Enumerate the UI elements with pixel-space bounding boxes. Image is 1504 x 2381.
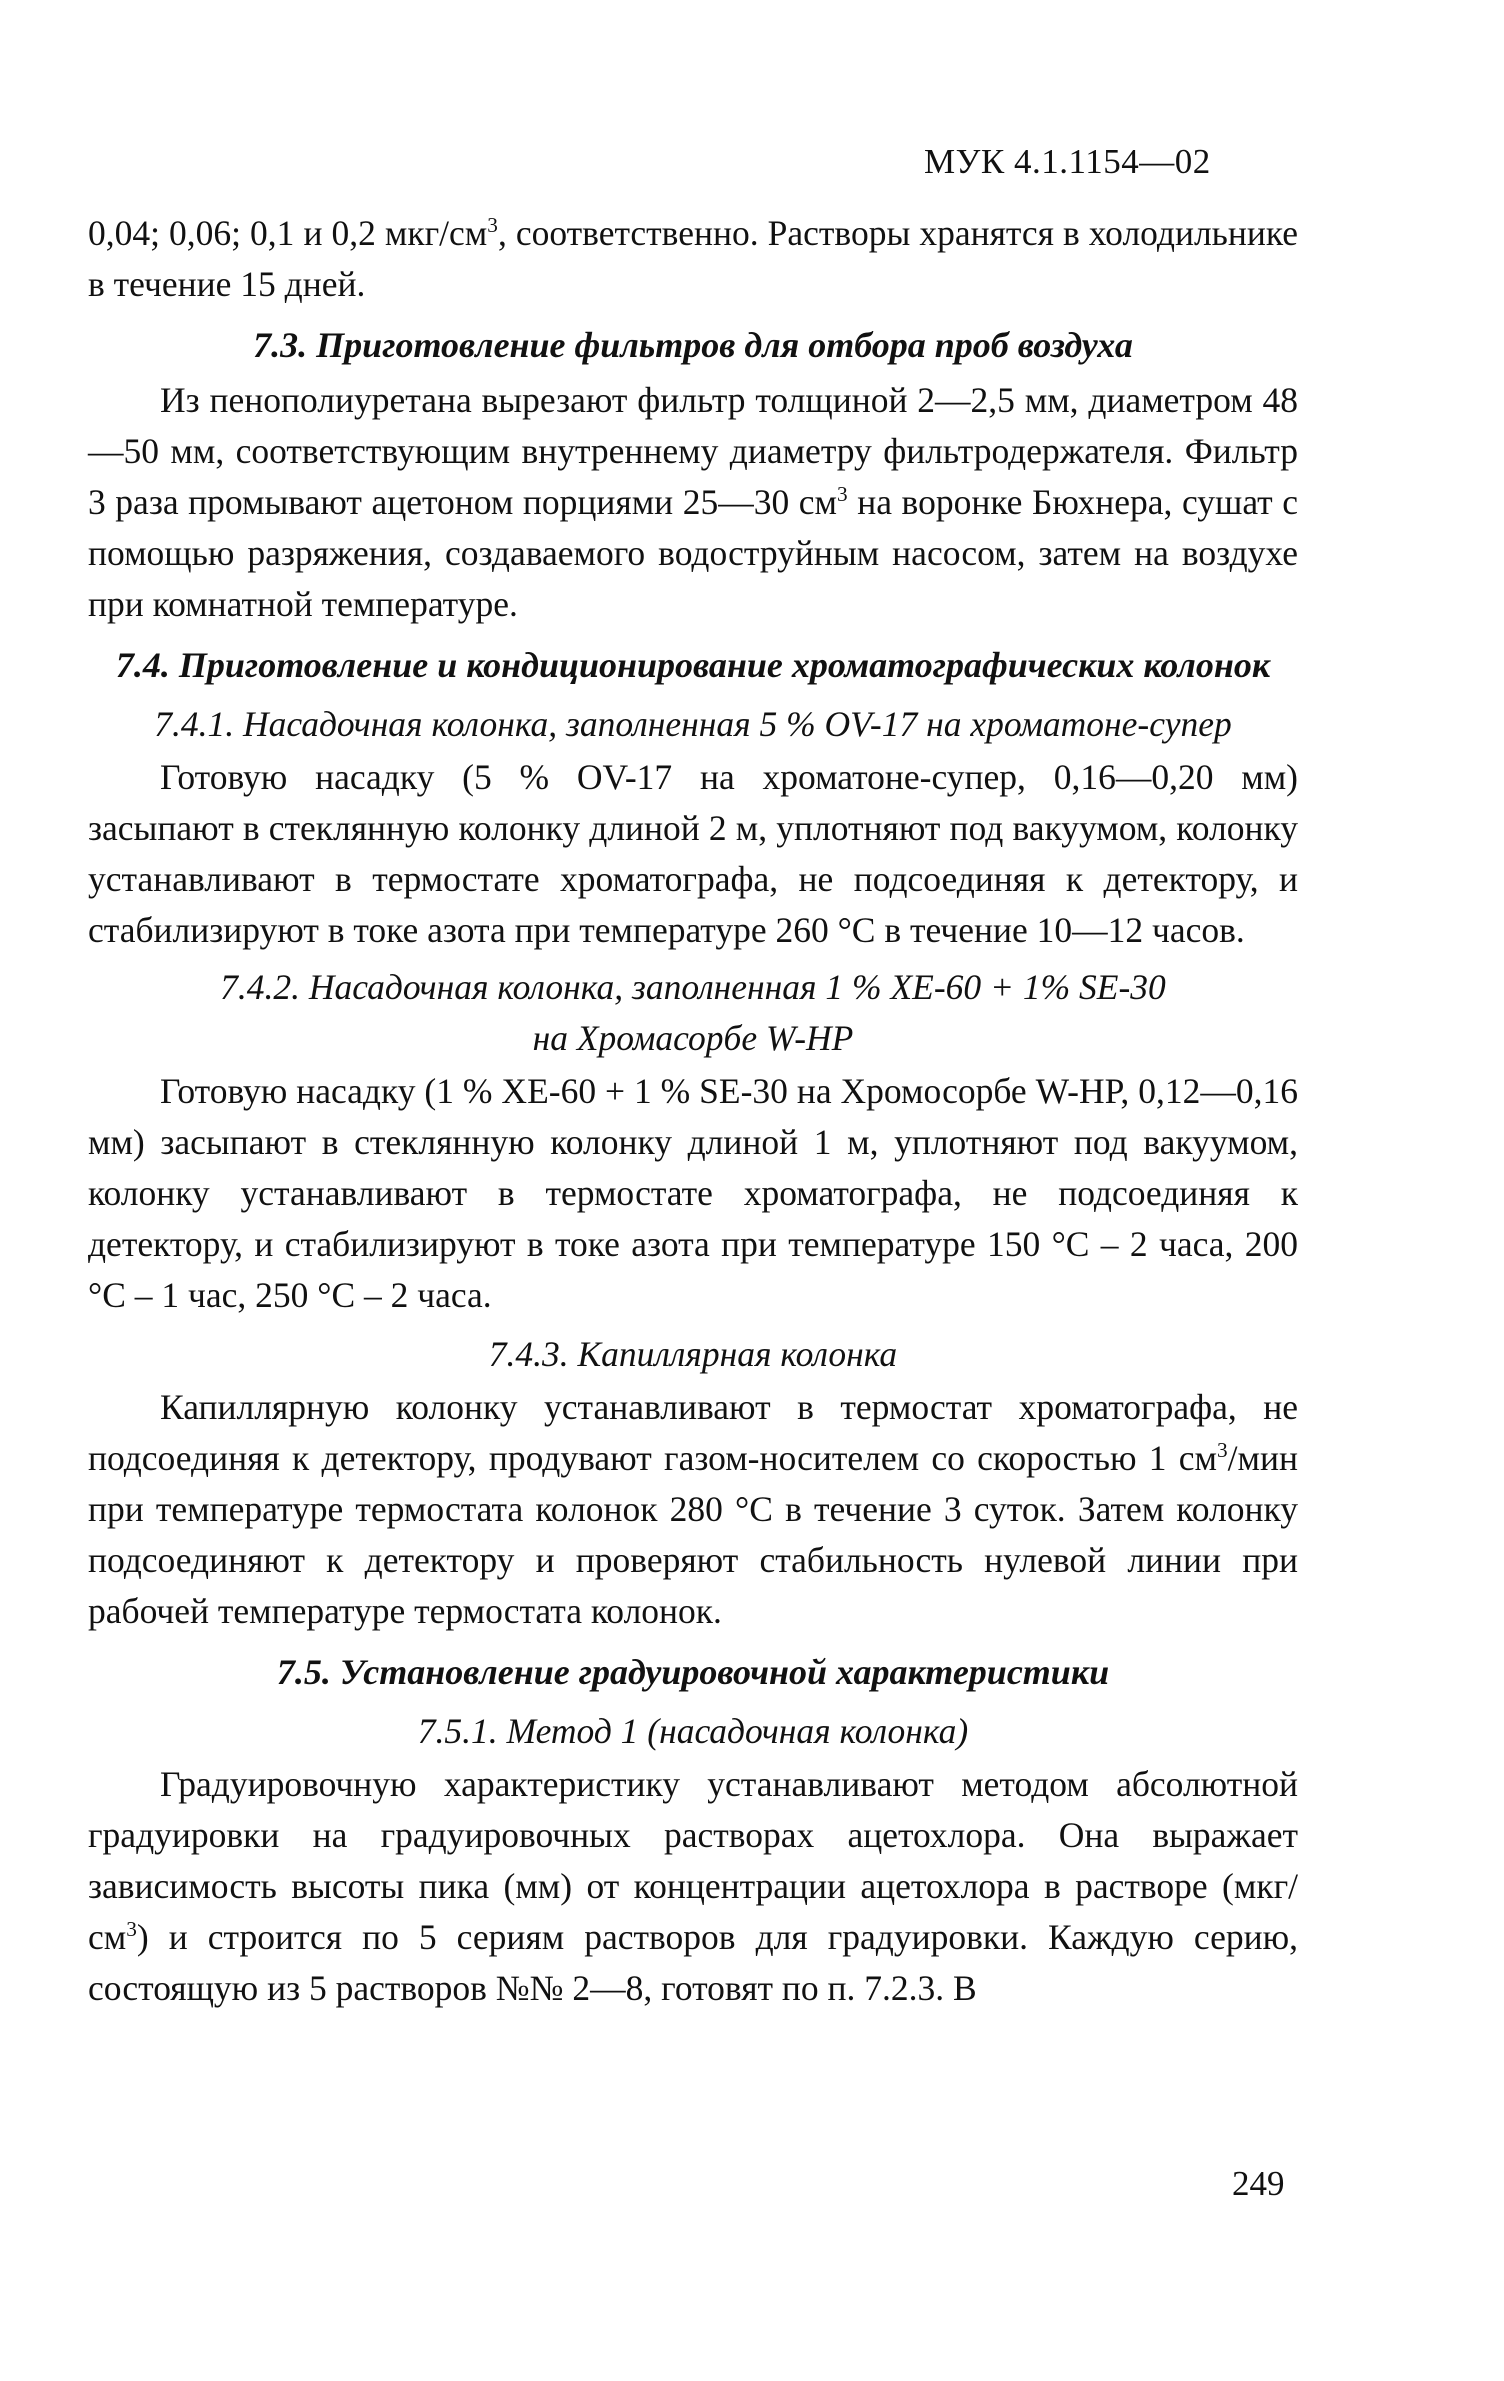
intro-text-start: 0,04; 0,06; 0,1 и 0,2 мкг/см	[88, 213, 488, 253]
section-7-4-2-heading-line1: 7.4.2. Насадочная колонка, заполненная 1 % ХЕ-60 + 1% SE-30	[220, 967, 1166, 1007]
section-7-3-text-start: Из пенополиуретана вырезают фильтр толщиной 2—2,5 мм, диаметром 48—50 мм, соответствующим внутреннему диаметру фильтродержателя. Фильтр 3 раза промывают ацетоном порциями 25—30 см	[88, 380, 1298, 522]
page-content	[88, 208, 1298, 2014]
section-7-5-heading: 7.5. Установление градуировочной характеристики	[276, 1652, 1110, 1692]
document-code-header: МУК 4.1.1154—02	[924, 142, 1211, 181]
section-7-4-2-heading	[88, 962, 1298, 1064]
section-7-4-3-superscript: 3	[1217, 1438, 1228, 1463]
section-7-4-2-paragraph: Готовую насадку (1 % ХЕ-60 + 1 % SE-30 на Хромосорбе W-HP, 0,12—0,16 мм) засыпают в стеклянную колонку длиной 1 м, уплотняют под вакуумом, колонку устанавливают в термостате хроматографа, не подсоединяя к детектору, и стабилизируют в токе азота при температуре 150 °С – 2 часа, 200 °С – 1 час, 250 °С – 2 часа.	[88, 1071, 1298, 1315]
section-7-4-3-heading: 7.4.3. Капиллярная колонка	[488, 1334, 898, 1374]
section-7-5-1-text-start: Градуировочную характеристику устанавливают методом абсолютной градуировки на градуировочных растворах ацетохлора. Она выражает зависимость высоты пика (мм) от концентрации ацетохлора в растворе (мкг/см	[88, 1764, 1298, 1957]
section-7-4-heading: 7.4. Приготовление и кондиционирование хроматографических колонок	[115, 645, 1271, 685]
intro-text-end: , соответственно. Растворы хранятся в холодильнике в течение 15 дней.	[88, 213, 1298, 304]
section-7-4-3-paragraph	[88, 1382, 1298, 1637]
page-number: 249	[1232, 2164, 1285, 2203]
section-7-3-superscript: 3	[837, 482, 848, 507]
intro-superscript: 3	[487, 213, 498, 238]
section-7-3-text-end: на воронке Бюхнера, сушат с помощью разряжения, создаваемого водоструйным насосом, затем на воздухе при комнатной температуре.	[88, 482, 1299, 624]
section-7-5-1-heading: 7.5.1. Метод 1 (насадочная колонка)	[417, 1711, 969, 1751]
section-7-4-1-paragraph: Готовую насадку (5 % OV-17 на хроматоне-супер, 0,16—0,20 мм) засыпают в стеклянную колонку длиной 2 м, уплотняют под вакуумом, колонку устанавливают в термостате хроматографа, не подсоединяя к детектору, и стабилизируют в токе азота при температуре 260 °С в течение 10—12 часов.	[88, 757, 1298, 950]
section-7-4-3-text-start: Капиллярную колонку устанавливают в термостат хроматографа, не подсоединяя к детектору, продувают газом-носителем со скоростью 1 см	[88, 1387, 1298, 1478]
section-7-3-heading: 7.3. Приготовление фильтров для отбора проб воздуха	[253, 325, 1133, 365]
section-7-5-1-paragraph	[88, 1759, 1298, 2014]
section-7-3-paragraph	[88, 375, 1298, 630]
section-7-5-1-superscript: 3	[126, 1917, 137, 1942]
section-7-5-1-text-end: ) и строится по 5 сериям растворов для градуировки. Каждую серию, состоящую из 5 растворов №№ 2—8, готовят по п. 7.2.3. В	[88, 1917, 1298, 2008]
intro-paragraph	[88, 208, 1298, 310]
section-7-4-2-heading-line2: на Хромасорбе W-HP	[532, 1018, 854, 1058]
section-7-4-1-heading: 7.4.1. Насадочная колонка, заполненная 5 % OV-17 на хроматоне-супер	[154, 704, 1232, 744]
section-7-4-3-text-end: /мин при температуре термостата колонок 280 °С в течение 3 суток. Затем колонку подсоединяют к детектору и проверяют стабильность нулевой линии при рабочей температуре термостата колонок.	[88, 1438, 1298, 1631]
